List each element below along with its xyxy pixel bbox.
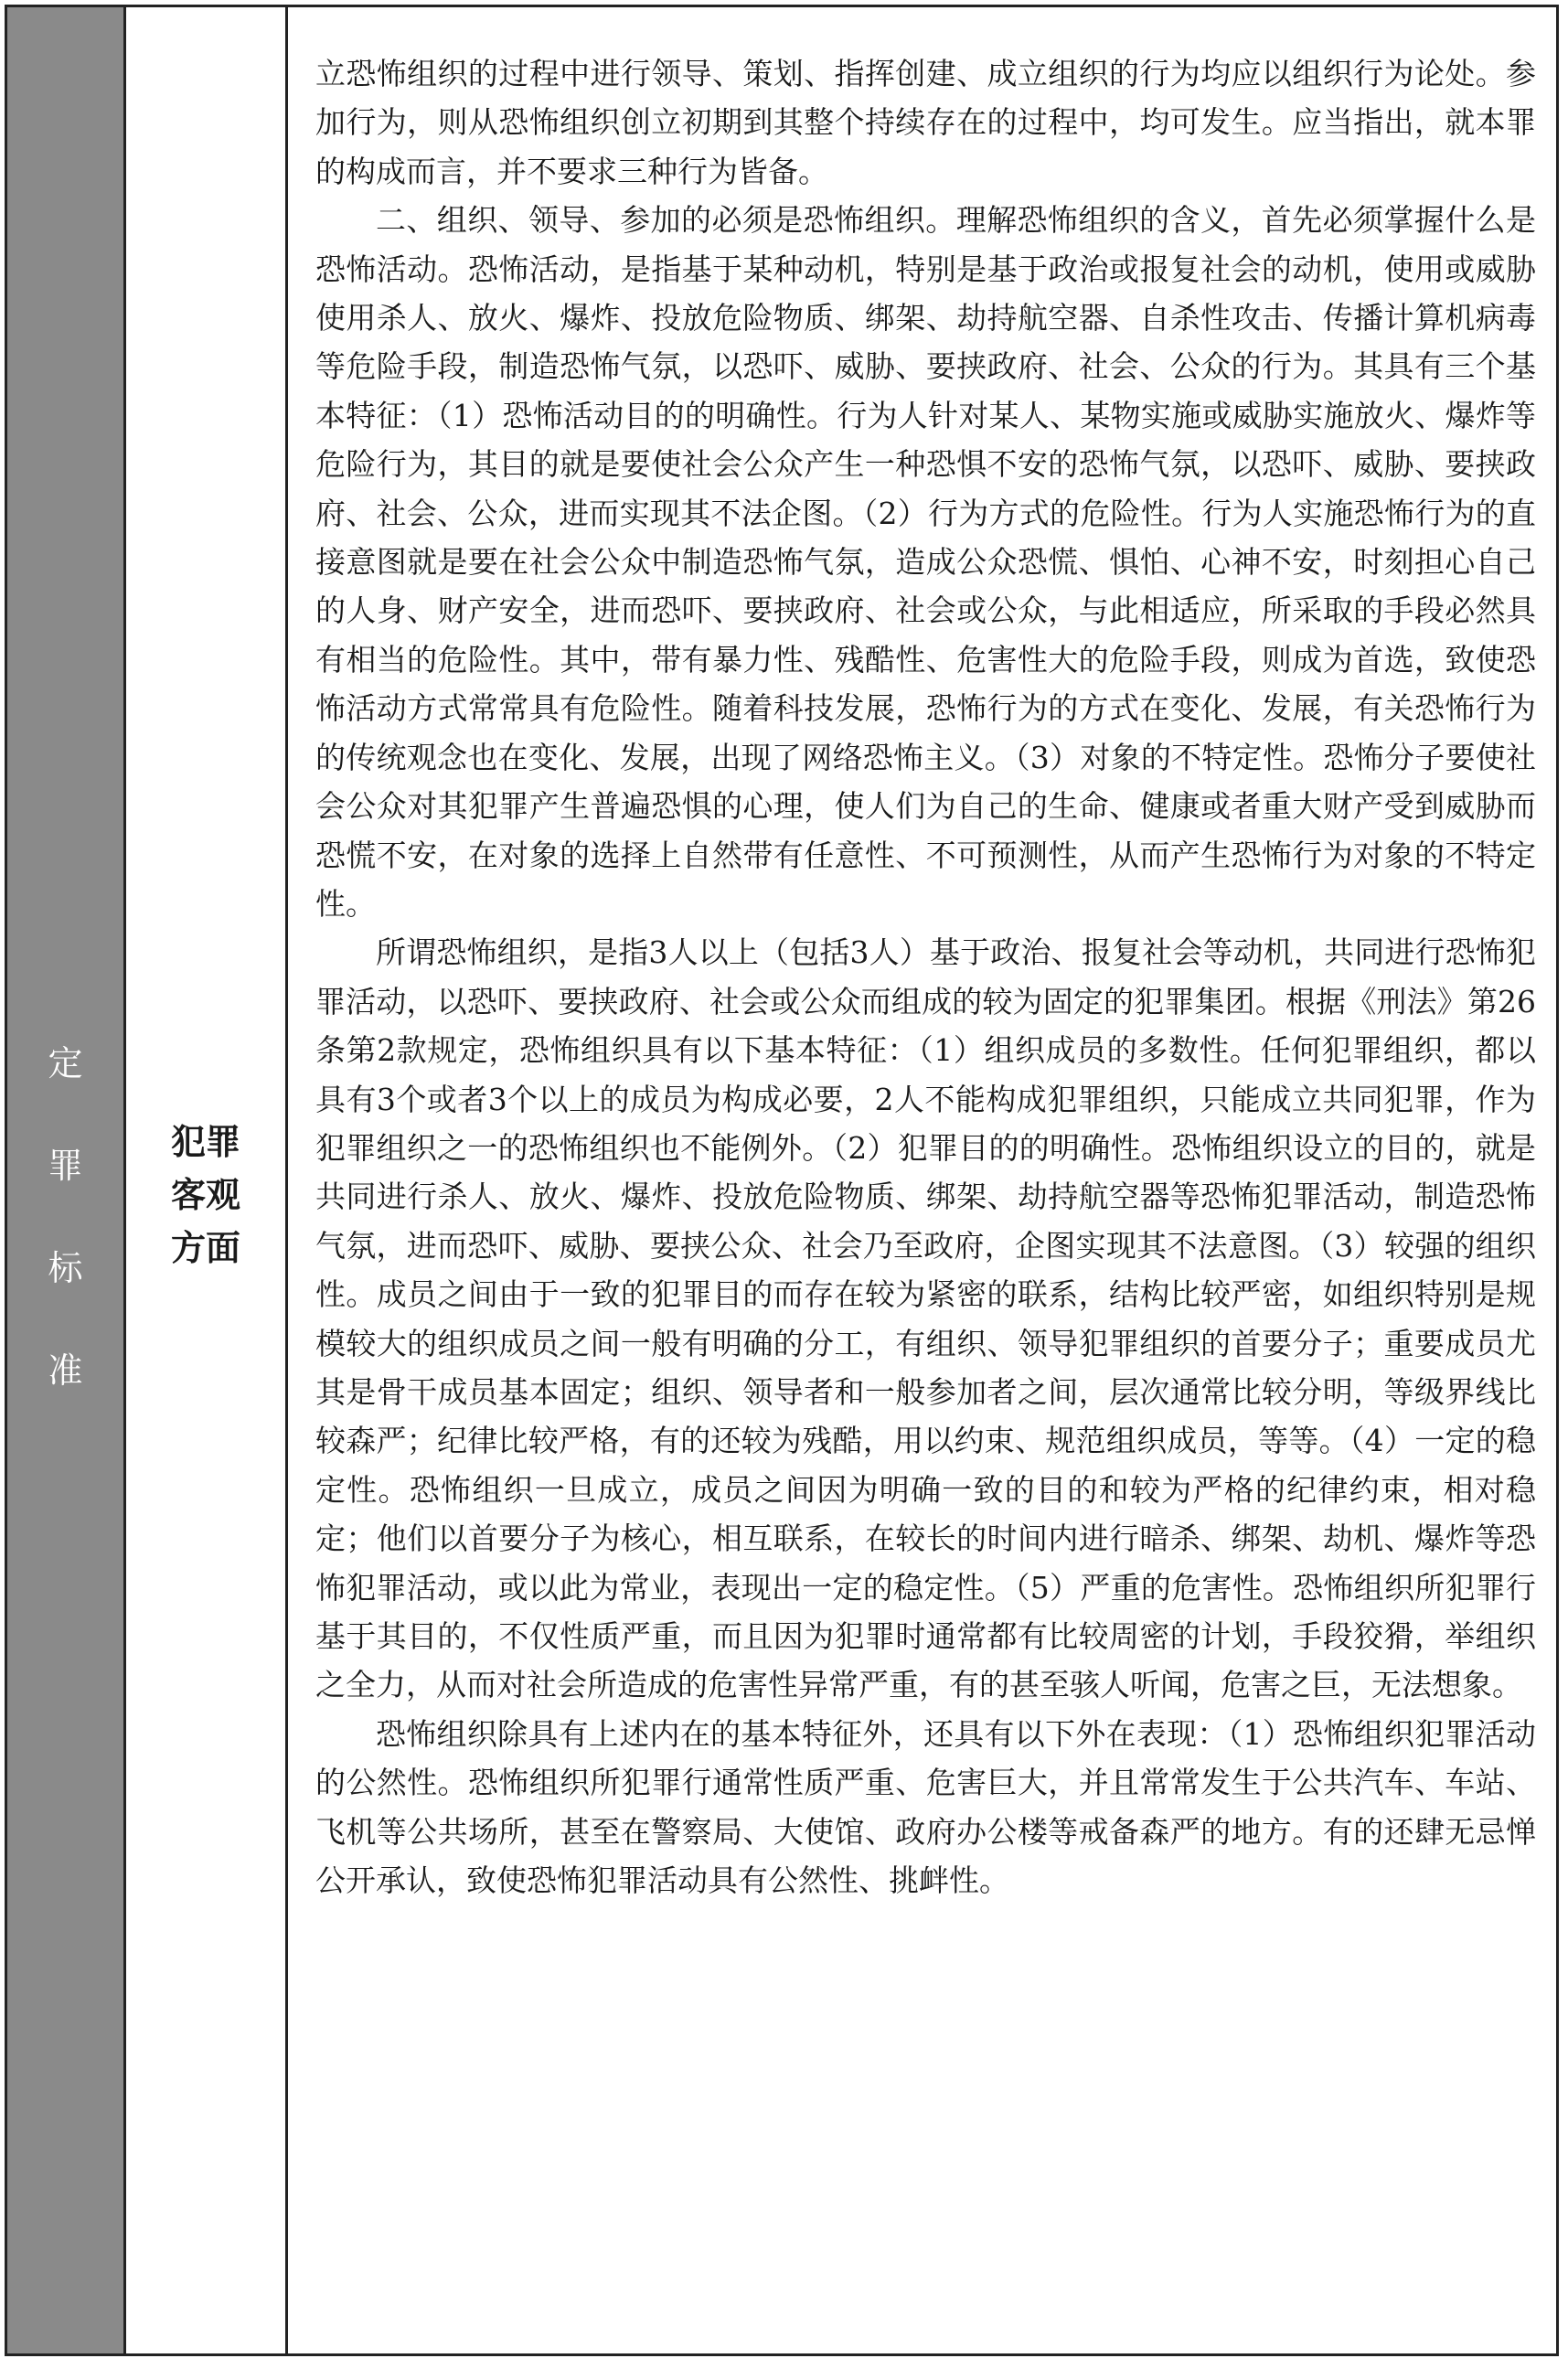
category-char: 准 <box>48 1350 83 1391</box>
paragraph: 立恐怖组织的过程中进行领导、策划、指挥创建、成立组织的行为均应以组织行为论处。参加行为，则从恐怖组织创立初期到其整个持续存在的过程中，均可发生。应当指出，就本罪的构成而言，并不要求三种行为皆备。 <box>315 56 1536 189</box>
category-column <box>7 7 126 2353</box>
content-column <box>288 7 1556 2353</box>
paragraph: 恐怖组织除具有上述内在的基本特征外，还具有以下外在表现：（1）恐怖组织犯罪活动的公然性。恐怖组织所犯罪行通常性质严重、危害巨大，并且常常发生于公共汽车、车站、飞机等公共场所，甚至在警察局、大使馆、政府办公楼等戒备森严的地方。有的还肆无忌惮公开承认，致使恐怖犯罪活动具有公然性、挑衅性。 <box>315 1715 1536 1899</box>
criteria-table <box>5 5 1559 2356</box>
category-char: 标 <box>48 1248 83 1288</box>
subcategory-column <box>126 7 288 2353</box>
category-char: 定 <box>48 1043 83 1083</box>
category-label <box>48 1043 83 1391</box>
category-char: 罪 <box>48 1146 83 1186</box>
subcategory-label: 犯罪客观方面 <box>170 1122 240 1268</box>
paragraph: 所谓恐怖组织，是指3人以上（包括3人）基于政治、报复社会等动机，共同进行恐怖犯罪活动，以恐吓、要挟政府、社会或公众而组成的较为固定的犯罪集团。根据《刑法》第26条第2款规定，恐怖组织具有以下基本特征：（1）组织成员的多数性。任何犯罪组织，都以具有3个或者3个以上的成员为构成必要，2人不能构成犯罪组织，只能成立共同犯罪，作为犯罪组织之一的恐怖组织也不能例外。（2）犯罪目的的明确性。恐怖组织设立的目的，就是共同进行杀人、放火、爆炸、投放危险物质、绑架、劫持航空器等恐怖犯罪活动，制造恐怖气氛，进而恐吓、威胁、要挟公众、社会乃至政府，企图实现其不法意图。（3）较强的组织性。成员之间由于一致的犯罪目的而存在较为紧密的联系，结构比较严密，如组织特别是规模较大的组织成员之间一般有明确的分工，有组织、领导犯罪组织的首要分子；重要成员尤其是骨干成员基本固定；组织、领导者和一般参加者之间，层次通常比较分明，等级界线比较森严；纪律比较严格，有的还较为残酷，用以约束、规范组织成员，等等。（4）一定的稳定性。恐怖组织一旦成立，成员之间因为明确一致的目的和较为严格的纪律约束，相对稳定；他们以首要分子为核心，相互联系，在较长的时间内进行暗杀、绑架、劫机、爆炸等恐怖犯罪活动，或以此为常业，表现出一定的稳定性。（5）严重的危害性。恐怖组织所犯罪行基于其目的，不仅性质严重，而且因为犯罪时通常都有比较周密的计划，手段狡猾，举组织之全力，从而对社会所造成的危害性异常严重，有的甚至骇人听闻，危害之巨，无法想象。 <box>315 934 1536 1703</box>
paragraph: 二、组织、领导、参加的必须是恐怖组织。理解恐怖组织的含义，首先必须掌握什么是恐怖活动。恐怖活动，是指基于某种动机，特别是基于政治或报复社会的动机，使用或威胁使用杀人、放火、爆炸、投放危险物质、绑架、劫持航空器、自杀性攻击、传播计算机病毒等危险手段，制造恐怖气氛，以恐吓、威胁、要挟政府、社会、公众的行为。其具有三个基本特征：（1）恐怖活动目的的明确性。行为人针对某人、某物实施或威胁实施放火、爆炸等危险行为，其目的就是要使社会公众产生一种恐惧不安的恐怖气氛，以恐吓、威胁、要挟政府、社会、公众，进而实现其不法企图。（2）行为方式的危险性。行为人实施恐怖行为的直接意图就是要在社会公众中制造恐怖气氛，造成公众恐慌、惧怕、心神不安，时刻担心自己的人身、财产安全，进而恐吓、要挟政府、社会或公众，与此相适应，所采取的手段必然具有相当的危险性。其中，带有暴力性、残酷性、危害性大的危险手段，则成为首选，致使恐怖活动方式常常具有危险性。随着科技发展，恐怖行为的方式在变化、发展，有关恐怖行为的传统观念也在变化、发展，出现了网络恐怖主义。（3）对象的不特定性。恐怖分子要使社会公众对其犯罪产生普遍恐惧的心理，使人们为自己的生命、健康或者重大财产受到威胁而恐慌不安，在对象的选择上自然带有任意性、不可预测性，从而产生恐怖行为对象的不特定性。 <box>315 202 1536 922</box>
